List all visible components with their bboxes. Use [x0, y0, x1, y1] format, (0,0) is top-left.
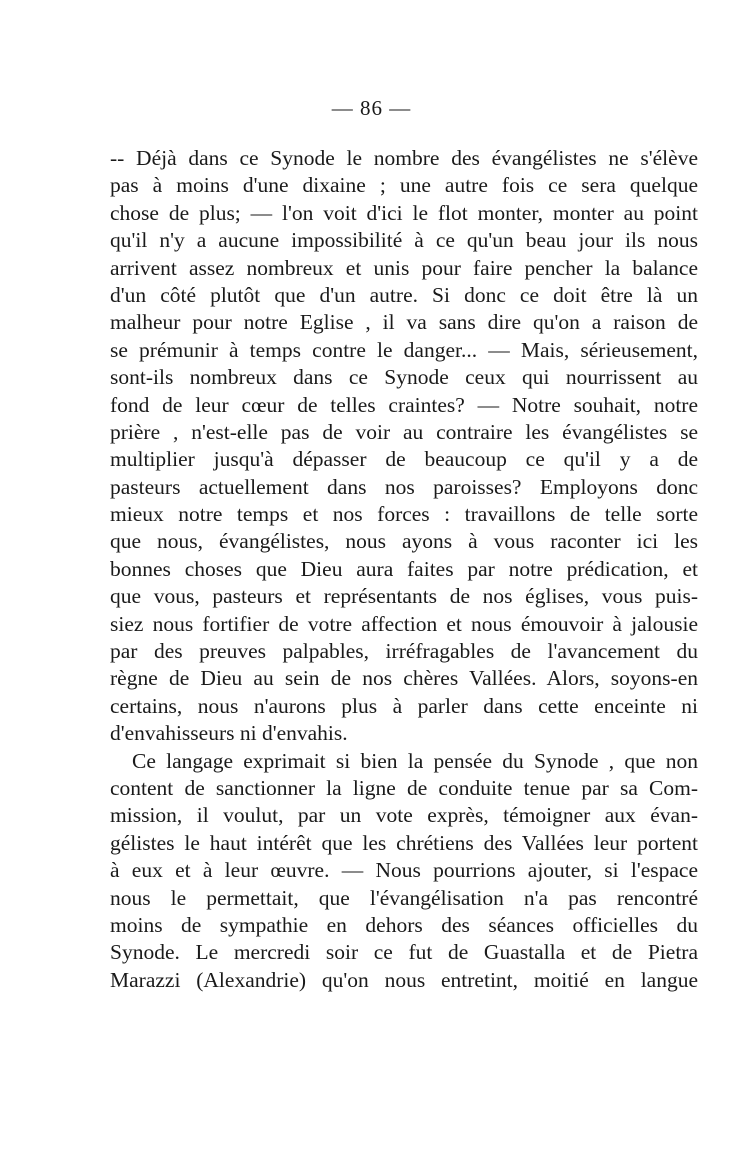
text-line: que nous, évangélistes, nous ayons à vous raconter ici les [110, 529, 698, 554]
text-line: gélistes le haut intérêt que les chrétiens des Vallées leur portent [110, 830, 698, 855]
text-line: chose de plus; — l'on voit d'ici le flot monter, monter au point [110, 200, 698, 225]
text-line: Ce langage exprimait si bien la pensée du Synode , que non [132, 748, 698, 773]
body-text [110, 145, 698, 994]
text-line: Synode. Le mercredi soir ce fut de Guastalla et de Pietra [110, 940, 698, 965]
text-line: Marazzi (Alexandrie) qu'on nous entretint, moitié en langue [110, 967, 698, 992]
text-line: bonnes choses que Dieu aura faites par notre prédication, et [110, 556, 698, 581]
text-line: nous le permettait, que l'évangélisation n'a pas rencontré [110, 885, 698, 910]
text-line: siez nous fortifier de votre affection et nous émouvoir à jalousie [110, 611, 698, 636]
text-line: -- Déjà dans ce Synode le nombre des évangélistes ne s'élève [110, 146, 698, 170]
text-line: par des preuves palpables, irréfragables de l'avancement du [110, 639, 698, 664]
text-line: pasteurs actuellement dans nos paroisses? Employons donc [110, 474, 698, 499]
text-line: moins de sympathie en dehors des séances officielles du [110, 912, 698, 937]
page-number: — 86 — [331, 96, 412, 120]
text-line: règne de Dieu au sein de nos chères Vallées. Alors, soyons-en [110, 666, 698, 691]
paragraph-2 [110, 748, 698, 995]
text-line: arrivent assez nombreux et unis pour faire pencher la balance [110, 255, 698, 280]
text-line: content de sanctionner la ligne de conduite tenue par sa Com- [110, 775, 698, 800]
text-line: qu'il n'y a aucune impossibilité à ce qu'un beau jour ils nous [110, 228, 698, 253]
text-line: que vous, pasteurs et représentants de nos églises, vous puis- [110, 584, 698, 609]
text-line: sont-ils nombreux dans ce Synode ceux qui nourrissent au [110, 365, 698, 390]
text-line: fond de leur cœur de telles craintes? — Notre souhait, notre [110, 392, 698, 417]
text-line: pas à moins d'une dixaine ; une autre fois ce sera quelque [110, 173, 698, 198]
text-line: multiplier jusqu'à dépasser de beaucoup ce qu'il y a de [110, 447, 698, 472]
text-line: d'un côté plutôt que d'un autre. Si donc ce doit être là un [110, 282, 698, 307]
text-line: se prémunir à temps contre le danger... — Mais, sérieusement, [110, 337, 698, 362]
text-line: prière , n'est-elle pas de voir au contraire les évangélistes se [110, 419, 698, 444]
text-line: malheur pour notre Eglise , il va sans dire qu'on a raison de [110, 310, 698, 335]
text-line: mission, il voulut, par un vote exprès, témoigner aux évan- [110, 803, 698, 828]
text-line: mieux notre temps et nos forces : travaillons de telle sorte [110, 502, 698, 527]
text-line: certains, nous n'aurons plus à parler dans cette enceinte ni [110, 693, 698, 718]
paragraph-1 [110, 145, 698, 748]
text-line: à eux et à leur œuvre. — Nous pourrions ajouter, si l'espace [110, 858, 698, 883]
text-line: d'envahisseurs ni d'envahis. [110, 721, 348, 746]
